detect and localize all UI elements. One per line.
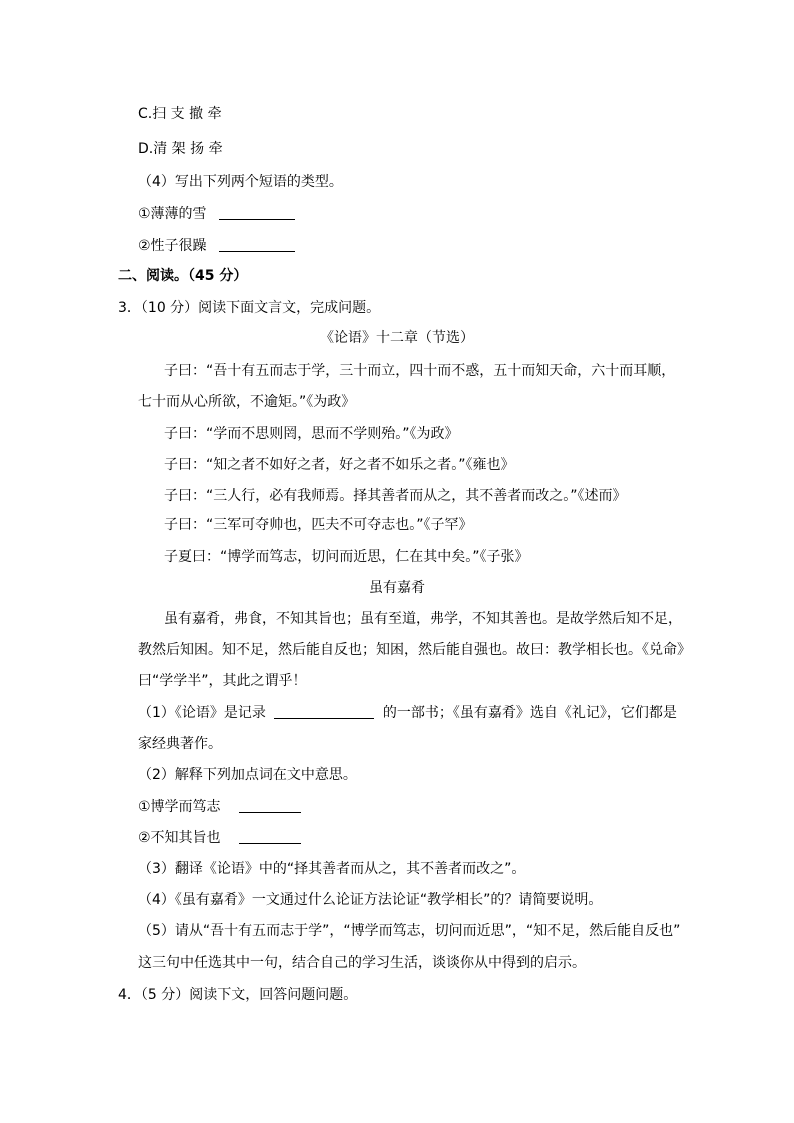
lunyu-line-5: 子曰：“三军可夺帅也，匹夫不可夺志也。”《子罕》 (164, 517, 473, 533)
lunyu-line-3: 子曰：“知之者不如好之者，好之者不如乐之者。”《雍也》 (164, 457, 515, 473)
sub-question-1-text-b: 的一部书；《虽有嘉肴》选自《礼记》，它们都是 (382, 705, 677, 721)
suiyou-title: 虽有嘉肴 (369, 580, 425, 596)
suiyou-paragraph-2: 教然后知困。知不足，然后能自反也；知困，然后能自强也。故曰：教学相长也。《兑命》 (138, 642, 691, 658)
suiyou-paragraph-1: 虽有嘉肴，弗食，不知其旨也；虽有至道，弗学，不知其善也。是故学然后知不足， (164, 611, 682, 627)
sub-question-4: （4）《虽有嘉肴》一文通过什么论证方法论证“教学相长”的？请简要说明。 (138, 892, 603, 908)
suiyou-paragraph-3: 曰“学学半”，其此之谓乎！ (138, 673, 307, 689)
sub-question-2: （2）解释下列加点词在文中意思。 (138, 767, 357, 783)
sub-question-2-item-1-text: ①博学而笃志 (138, 799, 221, 815)
section-title-reading: 二、阅读。（45 分） (118, 268, 248, 284)
sub-question-2-item-1 (138, 797, 301, 817)
lunyu-line-2: 子曰：“学而不思则罔，思而不学则殆。”《为政》 (164, 426, 459, 442)
answer-blank[interactable] (219, 236, 295, 252)
phrase-item-2-text: ②性子很躁 (138, 238, 207, 254)
sub-question-2-item-2-text: ②不知其旨也 (138, 830, 221, 846)
sub-question-1-continued: 家经典著作。 (138, 736, 222, 752)
sub-question-5-continued: 这三句中任选其中一句，结合自己的学习生活，谈谈你从中得到的启示。 (138, 955, 586, 971)
answer-blank[interactable] (239, 828, 301, 844)
sub-question-2-item-2 (138, 828, 301, 848)
lunyu-title: 《论语》十二章（节选） (320, 330, 474, 346)
lunyu-line-6: 子夏曰：“博学而笃志，切问而近思，仁在其中矣。”《子张》 (164, 549, 529, 565)
lunyu-line-4: 子曰：“三人行，必有我师焉。择其善者而从之，其不善者而改之。”《述而》 (164, 488, 627, 504)
question-4-intro: 4．（5 分）阅读下文，回答问题问题。 (118, 987, 358, 1003)
question-2-4-prompt: （4）写出下列两个短语的类型。 (138, 174, 343, 190)
sub-question-3: （3）翻译《论语》中的“择其善者而从之，其不善者而改之”。 (138, 861, 526, 877)
sub-question-5: （5）请从“吾十有五而志于学”，“博学而笃志，切问而近思”，“知不足，然后能自反也” (138, 923, 681, 939)
lunyu-line-1a: 子曰：“吾十有五而志于学，三十而立，四十而不惑，五十而知天命，六十而耳顺， (164, 363, 676, 379)
phrase-item-1 (138, 204, 295, 224)
answer-blank[interactable] (219, 204, 295, 220)
sub-question-1 (138, 703, 677, 723)
question-3-intro: 3．（10 分）阅读下面文言文，完成问题。 (118, 300, 381, 316)
option-d: D.清 架 扬 牵 (138, 141, 223, 157)
answer-blank[interactable] (274, 703, 374, 719)
option-c: C.扫 支 撤 牵 (138, 106, 222, 122)
phrase-item-1-text: ①薄薄的雪 (138, 206, 207, 222)
lunyu-line-1b: 七十而从心所欲，不逾矩。”《为政》 (138, 394, 356, 410)
answer-blank[interactable] (239, 797, 301, 813)
phrase-item-2 (138, 236, 295, 256)
sub-question-1-text-a: （1）《论语》是记录 (138, 705, 266, 721)
